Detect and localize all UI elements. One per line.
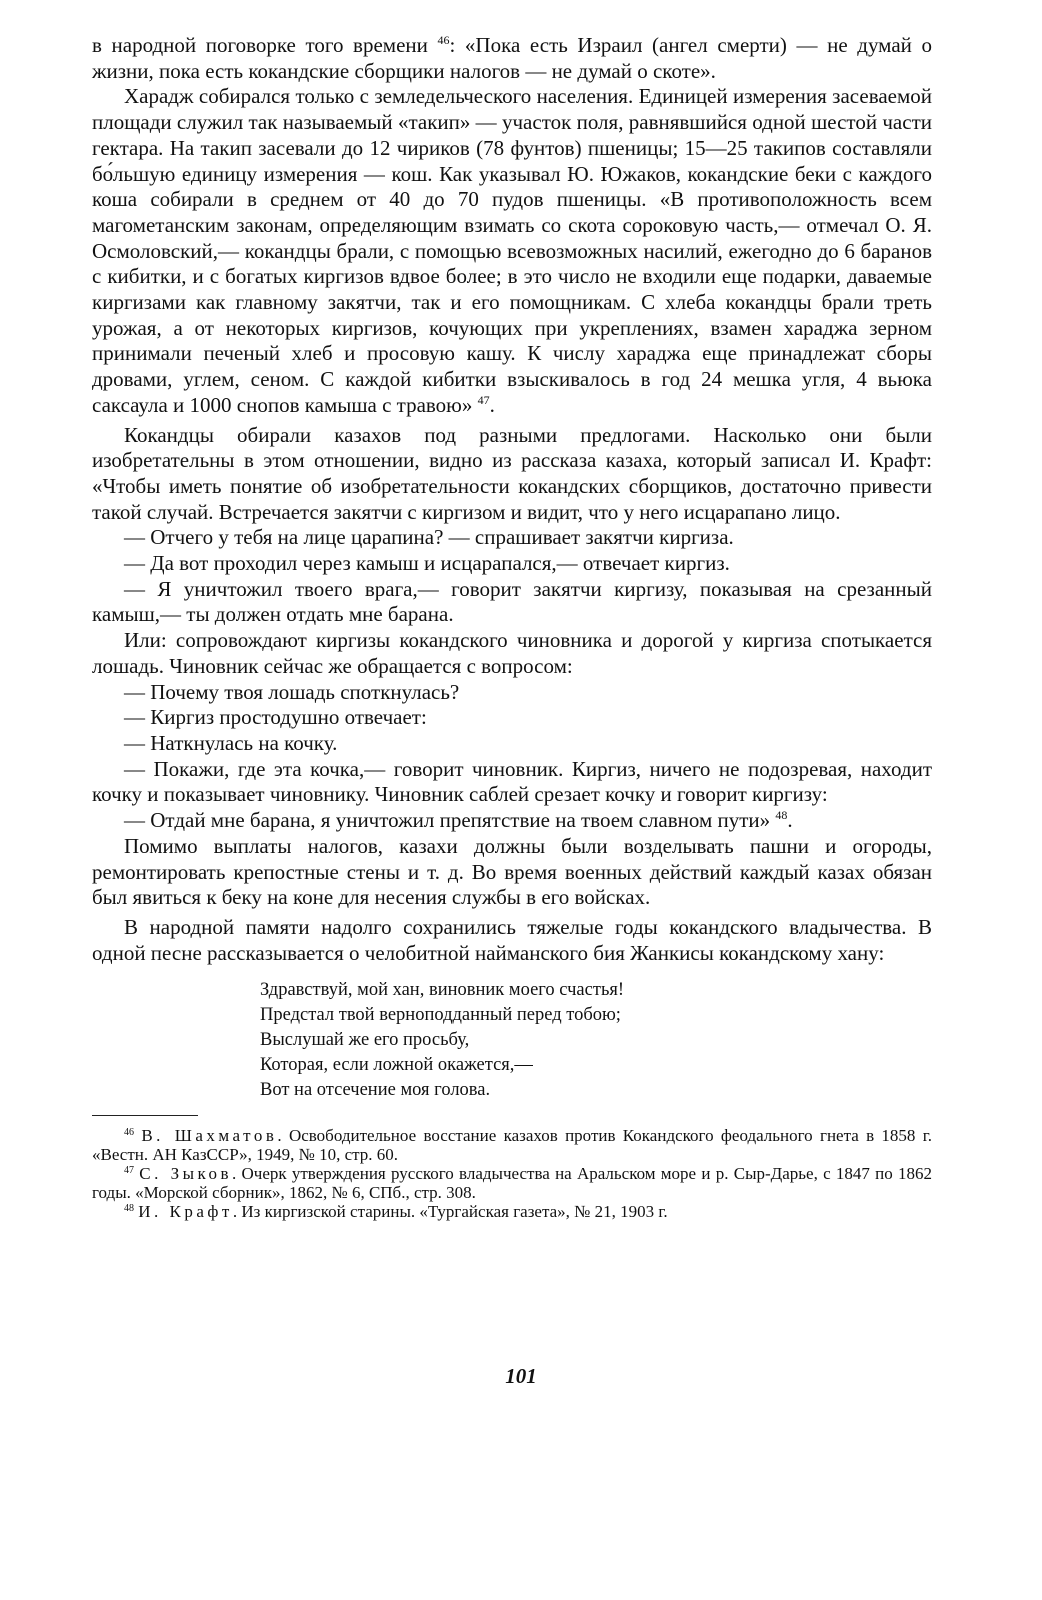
paragraph	[92, 915, 932, 966]
footnote-author: С. Зыков	[139, 1164, 232, 1184]
verse-line: Здравствуй, мой хан, виновник моего счастья!	[260, 980, 625, 1001]
paragraph	[92, 757, 932, 808]
footnote-author: И. Крафт	[138, 1202, 233, 1222]
footnote-marker: 46	[124, 1127, 134, 1139]
footnote-text: . Из киргизской старины. «Тургайская газета», № 21, 1903 г.	[232, 1202, 668, 1222]
paragraph-text: — Наткнулась на кочку.	[124, 730, 338, 755]
paragraph-text: — Отчего у тебя на лице царапина? — спрашивает закятчи киргиза.	[124, 525, 734, 550]
paragraph	[92, 731, 932, 757]
paragraph-text: — Да вот проходил через камыш и исцарапался,— отвечает киргиз.	[124, 551, 730, 576]
paragraph-text: В народной памяти надолго сохранились тяжелые годы кокандского владычества. В одной песне рассказывается о челобитной найманского бия Жанкисы кокандскому хану:	[92, 914, 932, 965]
paragraph	[92, 423, 932, 526]
footnote-48	[92, 1202, 932, 1221]
footnote-47	[92, 1164, 932, 1202]
footnote-marker: 48	[124, 1203, 134, 1215]
paragraph-text: Помимо выплаты налогов, казахи должны были возделывать пашни и огороды, ремонтировать крепостные стены и т. д. Во время военных действий каждый казах обязан был явиться к беку на коне для несения службы в его войсках.	[92, 833, 932, 910]
footnote-ref: 46	[437, 33, 450, 47]
paragraph-text: Кокандцы обирали казахов под разными предлогами. Насколько они были изобретательны в этом отношении, видно из рассказа казаха, который записал И. Крафт: «Чтобы иметь понятие об изобретательности кокандских сборщиков, достаточно привести такой случай. Встречается закятчи с киргизом и видит, что у него исцарапано лицо.	[92, 422, 932, 524]
footnote-text: . Очерк утверждения русского владычества на Аральском море и р. Сыр-Дарье, с 1847 по 1862 годы. «Морской сборник», 1862, № 6, СПб., стр. 308.	[92, 1164, 933, 1203]
footnote-text: . Освободительное восстание казахов против Кокандского феодального гнета в 1858 г. «Вестн. АН КазССР», 1949, № 10, стр. 60.	[92, 1126, 933, 1165]
main-text	[92, 33, 932, 966]
paragraph-text: — Почему твоя лошадь споткнулась?	[124, 679, 460, 704]
footnote-46	[92, 1126, 932, 1164]
paragraph	[92, 525, 932, 551]
verse-line: Которая, если ложной окажется,—	[260, 1055, 533, 1076]
paragraph	[92, 808, 932, 834]
paragraph-text: — Покажи, где эта кочка,— говорит чиновник. Киргиз, ничего не подозревая, находит кочку и показывает чиновнику. Чиновник саблей срезает кочку и говорит киргизу:	[92, 756, 932, 807]
footnote-divider	[92, 1115, 198, 1116]
paragraph-text: Или: сопровождают киргизы кокандского чиновника и дорогой у киргиза спотыкается лошадь. Чиновник сейчас же обращается с вопросом:	[92, 628, 932, 678]
page-number: 101	[505, 1364, 537, 1388]
verse-line: Выслушай же его просьбу,	[260, 1030, 470, 1051]
footnote-author: В. Шахматов	[141, 1126, 278, 1146]
paragraph-text: .	[787, 808, 793, 833]
paragraph	[92, 577, 932, 628]
footnotes	[92, 1126, 932, 1221]
paragraph-text: Харадж собирался только с земледельческого населения. Единицей измерения засеваемой площади служил так называемый «такип» — участок поля, равнявшийся одной шестой части гектара. На такип засевали до 12 чириков (78 фунтов) пшеницы; 15—25 такипов составляли бо́льшую единицу измерения — кош. Как указывал Ю. Южаков, кокандские беки с каждого коша собирали в среднем от 40 до 70 пудов пшеницы. «В противоположность всем магометанским законам, определяющим взимать со скота сороковую часть,— отмечал О. Я. Осмоловский,— кокандцы брали, с помощью всевозможных насилий, ежегодно до 6 баранов с кибитки, и с богатых киргизов вдвое более; в это число не входили еще подарки, даваемые киргизами как главному закятчи, так и его помощникам. С хлеба кокандцы брали треть урожая, а от некоторых киргизов, кочующих при укреплениях, взамен хараджа зерном принимали печеный хлеб и просовую кашу. К числу хараджа еще принадлежат сборы дровами, углем, сеном. С каждой кибитки взыскивалось в год 24 мешка угля, 4 вьюка саксаула и 1000 снопов камыша с травою»	[92, 84, 932, 417]
paragraph-text: в народной поговорке того времени	[92, 33, 438, 57]
paragraph	[92, 84, 932, 418]
footnote-marker: 47	[124, 1165, 134, 1177]
song-verse	[260, 978, 932, 1103]
paragraph	[92, 628, 932, 679]
paragraph-text: : «Пока есть Израил (ангел смерти) — не думай о жизни, пока есть кокандские сборщики налогов — не думай о скоте».	[92, 33, 932, 83]
paragraph-text: — Отдай мне барана, я уничтожил препятствие на твоем славном пути»	[124, 808, 776, 833]
paragraph	[92, 551, 932, 577]
paragraph	[92, 705, 932, 731]
verse-line: Вот на отсечение моя голова.	[260, 1080, 491, 1101]
paragraph-text: — Я уничтожил твоего врага,— говорит закятчи киргизу, показывая на срезанный камыш,— ты должен отдать мне барана.	[92, 576, 932, 627]
paragraph-text: .	[489, 392, 495, 417]
footnote-ref: 47	[477, 392, 490, 407]
verse-line: Предстал твой верноподданный перед тобою;	[260, 1005, 621, 1026]
paragraph	[92, 834, 932, 911]
paragraph-text: — Киргиз простодушно отвечает:	[124, 705, 427, 730]
footnote-ref: 48	[775, 808, 788, 823]
paragraph	[92, 680, 932, 706]
paragraph	[92, 33, 932, 84]
